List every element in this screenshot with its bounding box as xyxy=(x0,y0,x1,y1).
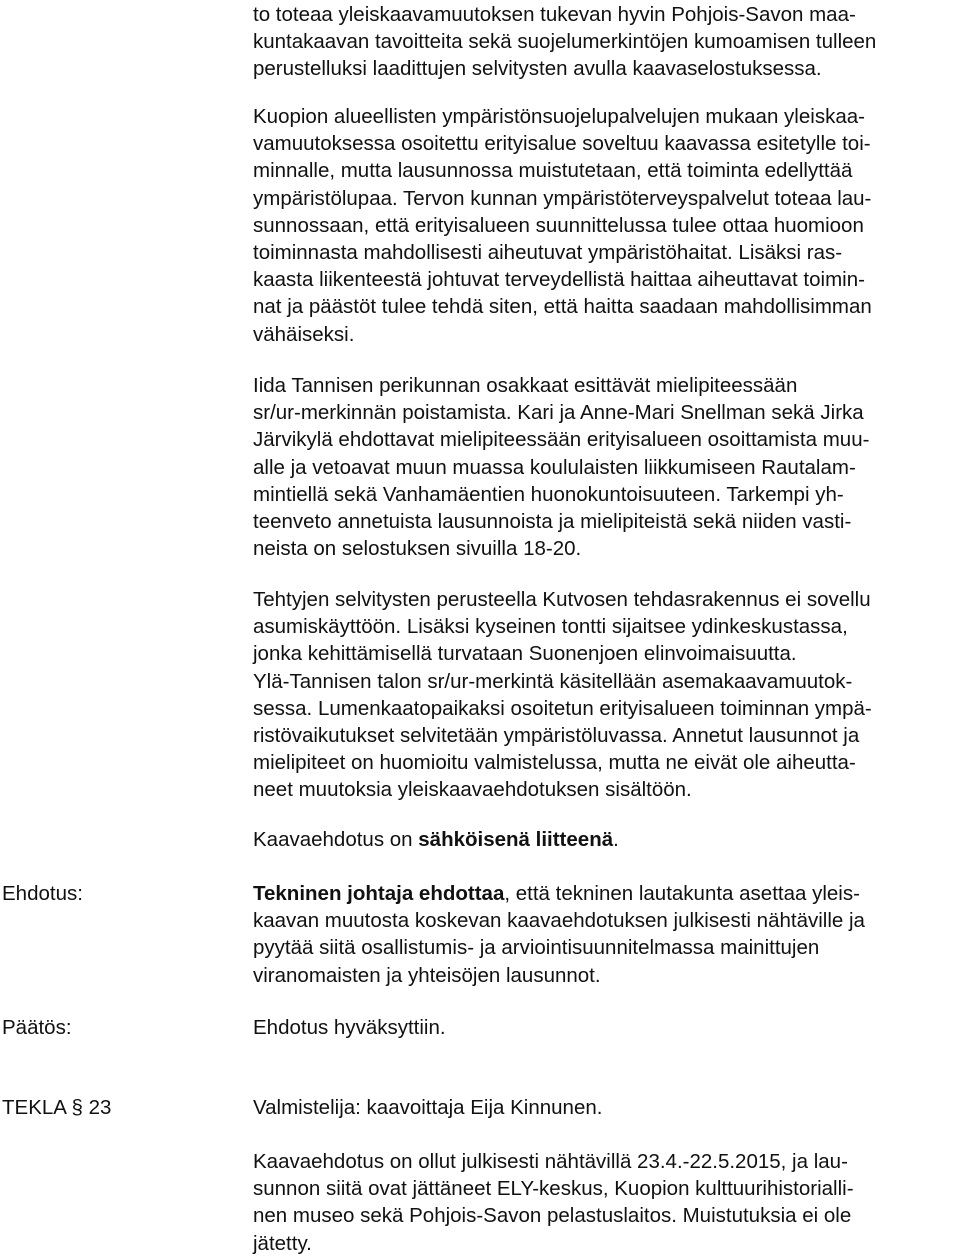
text-line: Järvikylä ehdottavat mielipiteessään erityisalueen osoittamista muu- xyxy=(253,428,870,452)
text-line: neista on selostuksen sivuilla 18-20. xyxy=(253,537,582,561)
text-line: toiminnasta mahdollisesti aiheutuvat ympäristöhaitat. Lisäksi ras- xyxy=(253,241,843,265)
tekla-paragraph xyxy=(253,1148,955,1257)
section-id-label: TEKLA § 23 xyxy=(2,1096,112,1119)
text-line: alle ja vetoavat muun muassa koululaisten liikkumiseen Rautalam- xyxy=(253,455,856,479)
attachment-link-text: sähköisenä liitteenä xyxy=(418,828,614,851)
text-line: Kaavaehdotus on ollut julkisesti nähtävillä 23.4.-22.5.2015, ja lau- xyxy=(253,1150,848,1173)
surveys-paragraph xyxy=(253,586,955,804)
text-line: to toteaa yleiskaavamuutoksen tukevan hyvin Pohjois-Savon maa- xyxy=(253,3,856,26)
text-line: ristövaikutukset selvitetään ympäristöluvassa. Annetut lausunnot ja xyxy=(253,724,860,748)
text-line: Kuopion alueellisten ympäristönsuojelupalvelujen mukaan yleiskaa- xyxy=(253,105,865,128)
intro-paragraph xyxy=(253,1,955,83)
proposal-rest: , että tekninen lautakunta asettaa yleis- xyxy=(504,882,860,905)
text-line: Ylä-Tannisen talon sr/ur-merkintä käsitellään asemakaavamuutok- xyxy=(253,669,853,693)
text-line: neet muutoksia yleiskaavaehdotuksen sisältöön. xyxy=(253,778,692,802)
text-line: teenveto annetuista lausunnoista ja mielipiteistä sekä niiden vasti- xyxy=(253,510,852,534)
text-line: minnalle, mutta lausunnossa muistutetaan, että toiminta edellyttää xyxy=(253,159,853,183)
text-line: nat ja päästöt tulee tehdä siten, että haitta saadaan mahdollisimman xyxy=(253,295,872,319)
text-line: kaasta liikenteestä johtuvat terveydellistä haittaa aiheuttavat toimin- xyxy=(253,268,865,292)
decision-text: Ehdotus hyväksyttiin. xyxy=(253,1016,446,1039)
text-line: viranomaisten ja yhteisöjen lausunnot. xyxy=(253,963,601,987)
text-line: Iida Tannisen perikunnan osakkaat esittävät mielipiteessään xyxy=(253,374,798,397)
proposal-label: Ehdotus: xyxy=(2,882,83,905)
text-line: Tehtyjen selvitysten perusteella Kutvosen tehdasrakennus ei sovellu xyxy=(253,588,871,611)
text-line: ympäristölupaa. Tervon kunnan ympäristöterveyspalvelut toteaa lau- xyxy=(253,186,872,210)
attachment-line xyxy=(253,826,955,853)
environment-paragraph xyxy=(253,103,955,348)
text-line xyxy=(253,826,955,853)
text-line: sunnon siitä ovat jättäneet ELY-keskus, Kuopion kulttuurihistorialli- xyxy=(253,1177,854,1201)
text-line: sunnossaan, että erityisalueen suunnittelussa tulee ottaa huomioon xyxy=(253,213,864,237)
text-line: jonka kehittämisellä turvataan Suonenjoen elinvoimaisuutta. xyxy=(253,642,797,666)
text-line: vamuutoksessa osoitettu erityisalue soveltuu kaavassa esitetylle toi- xyxy=(253,132,871,156)
opinions-paragraph xyxy=(253,372,955,562)
proposal-paragraph xyxy=(253,880,955,989)
preparer-line: Valmistelija: kaavoittaja Eija Kinnunen. xyxy=(253,1096,603,1119)
text-line: asumiskäyttöön. Lisäksi kyseinen tontti sijaitsee ydinkeskustassa, xyxy=(253,615,848,639)
attachment-prefix: Kaavaehdotus on xyxy=(253,828,419,851)
text-line: perustelluksi laadittujen selvitysten avulla kaavaselostuksessa. xyxy=(253,57,822,81)
text-line: sr/ur-merkinnän poistamista. Kari ja Anne-Mari Snellman sekä Jirka xyxy=(253,401,864,425)
text-line: mielipiteet on huomioitu valmistelussa, mutta ne eivät ole aiheutta- xyxy=(253,751,856,775)
attachment-suffix: . xyxy=(613,828,619,851)
text-line: sessa. Lumenkaatopaikaksi osoitetun erityisalueen toiminnan ympä- xyxy=(253,696,872,720)
text-line: nen museo sekä Pohjois-Savon pelastuslaitos. Muistutuksia ei ole xyxy=(253,1204,852,1228)
proposal-lead: Tekninen johtaja ehdottaa xyxy=(253,882,505,905)
text-line: jätetty. xyxy=(253,1231,312,1255)
text-line: kuntakaavan tavoitteita sekä suojelumerkintöjen kumoamisen tulleen xyxy=(253,30,877,54)
text-line: kaavan muutosta koskevan kaavaehdotuksen julkisesti nähtäville ja xyxy=(253,909,865,933)
text-line: vähäiseksi. xyxy=(253,322,355,346)
text-line: mintiellä sekä Vanhamäentien huonokuntoisuuteen. Tarkempi yh- xyxy=(253,482,844,506)
text-line: pyytää siitä osallistumis- ja arviointisuunnitelmassa mainittujen xyxy=(253,936,820,960)
decision-label: Päätös: xyxy=(2,1016,72,1039)
text-line xyxy=(253,880,955,907)
